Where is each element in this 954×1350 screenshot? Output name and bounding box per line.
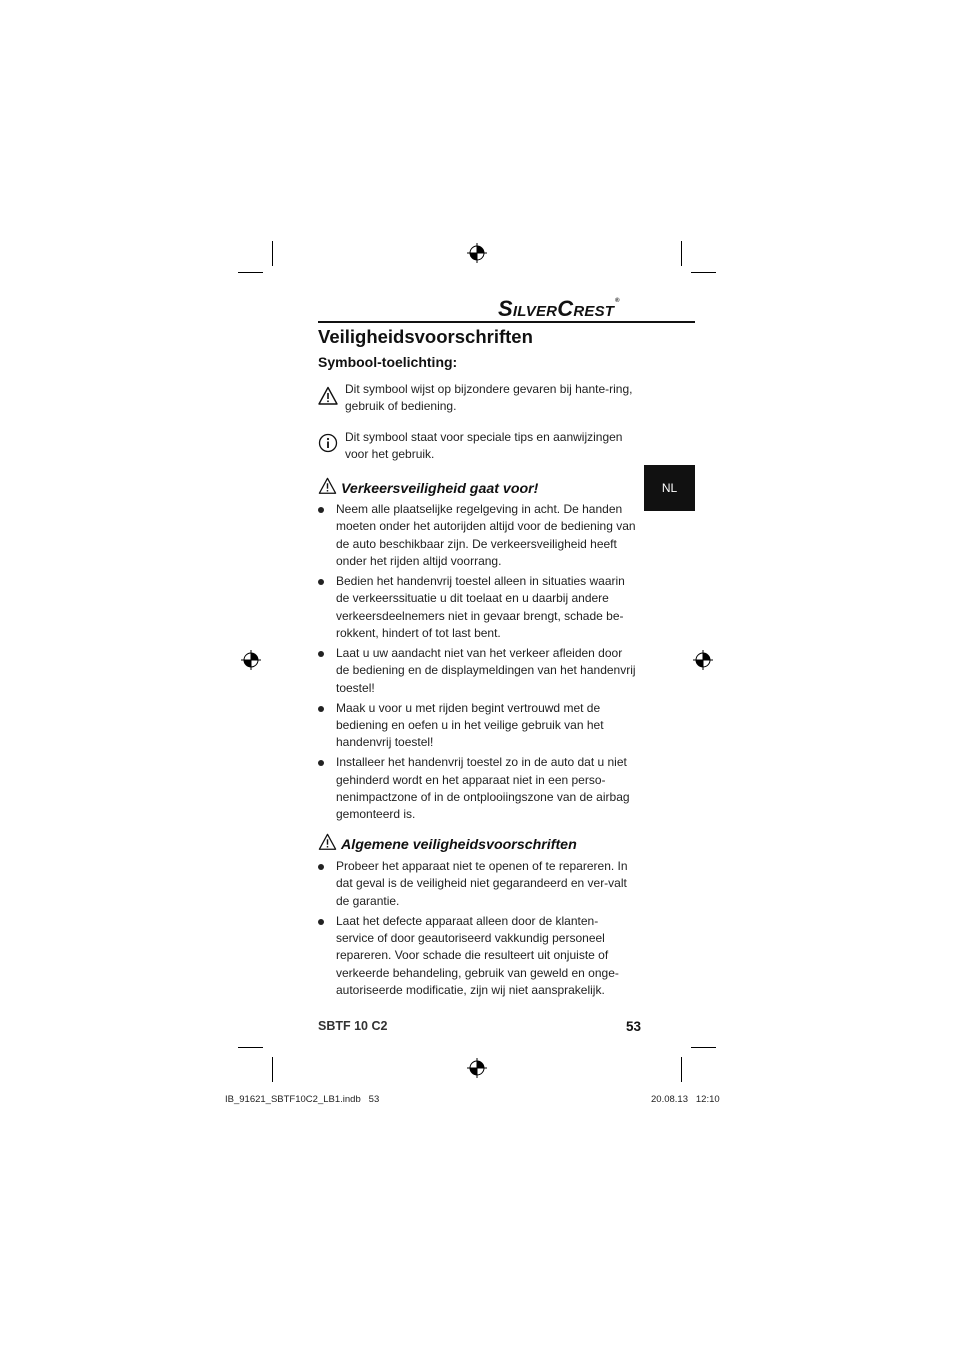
list-item: Laat het defecte apparaat alleen door de klanten-service of door geautoriseerd vakkundig personeel repareren. Voor schade die resulteert uit onjuiste of verkeerde behandeling, gebruik van geweld en onge-autoriseerde modificatie, zijn wij niet aansprakelijk. (318, 913, 636, 1000)
crop-mark (238, 272, 263, 273)
crop-mark (691, 1047, 716, 1048)
section-subtitle: Symbool-toelichting: (318, 354, 458, 370)
bullet-icon (318, 864, 324, 870)
header-rule (318, 321, 695, 323)
crop-mark (272, 1057, 273, 1082)
crop-mark (681, 1057, 682, 1082)
list-item: Maak u voor u met rijden begint vertrouwd met de bediening en oefen u in het veilige gebruik van het handenvrij toestel! (318, 700, 636, 752)
registration-mark-icon (241, 650, 261, 670)
print-slug-datetime: 20.08.13 12:10 (651, 1094, 720, 1105)
section-heading-general-safety: Algemene veiligheidsvoorschriften (318, 833, 577, 853)
warning-triangle-icon (318, 833, 337, 851)
list-item: Probeer het apparaat niet te openen of te repareren. In dat geval is de veiligheid niet gegarandeerd en ver-valt de garantie. (318, 858, 636, 910)
bullet-icon (318, 919, 324, 925)
section-heading-traffic-safety: Verkeersveiligheid gaat voor! (318, 477, 538, 497)
language-tab-label: NL (661, 481, 678, 495)
footer-model-number: SBTF 10 C2 (318, 1019, 388, 1033)
crop-mark (691, 272, 716, 273)
list-item: Neem alle plaatselijke regelgeving in acht. De handen moeten onder het autorijden altijd voor de bediening van de auto beschikbaar zijn. De verkeersveiligheid heeft onder het rijden altijd voorrang. (318, 501, 636, 571)
crop-mark (238, 1047, 263, 1048)
info-circle-icon (318, 433, 338, 453)
bullet-icon (318, 507, 324, 513)
brand-logo: SILVERCREST® (498, 296, 620, 321)
bullet-icon (318, 706, 324, 712)
language-tab (644, 465, 695, 511)
bullet-icon (318, 579, 324, 585)
footer-page-number: 53 (626, 1019, 642, 1034)
crop-mark (272, 241, 273, 266)
traffic-safety-list (318, 501, 636, 826)
page-title: Veiligheidsvoorschriften (318, 326, 533, 347)
registration-mark-icon (467, 243, 487, 263)
warning-triangle-icon (318, 386, 338, 406)
registration-mark-icon (467, 1058, 487, 1078)
warning-triangle-icon (318, 477, 337, 495)
list-item: Laat u uw aandacht niet van het verkeer afleiden door de bediening en de displaymeldingen van het handenvrij toestel! (318, 645, 636, 697)
print-slug-file: IB_91621_SBTF10C2_LB1.indb 53 (225, 1094, 380, 1105)
symbol-warning-text: Dit symbool wijst op bijzondere gevaren bij hante-ring, gebruik of bediening. (345, 382, 633, 413)
list-item: Bedien het handenvrij toestel alleen in situaties waarin de verkeerssituatie u dit toelaat en u daarbij andere verkeersdeelnemers niet in gevaar brengt, schade be-rokkent, hindert of tot last bent. (318, 573, 636, 643)
symbol-info-text: Dit symbool staat voor speciale tips en aanwijzingen voor het gebruik. (345, 430, 623, 461)
list-item: Installeer het handenvrij toestel zo in de auto dat u niet gehinderd wordt en het apparaat niet in een perso-nenimpactzone of in de ontplooiingszone van de airbag gemonteerd is. (318, 754, 636, 824)
bullet-icon (318, 760, 324, 766)
bullet-icon (318, 651, 324, 657)
general-safety-list (318, 858, 636, 1002)
crop-mark (681, 241, 682, 266)
registration-mark-icon (693, 650, 713, 670)
